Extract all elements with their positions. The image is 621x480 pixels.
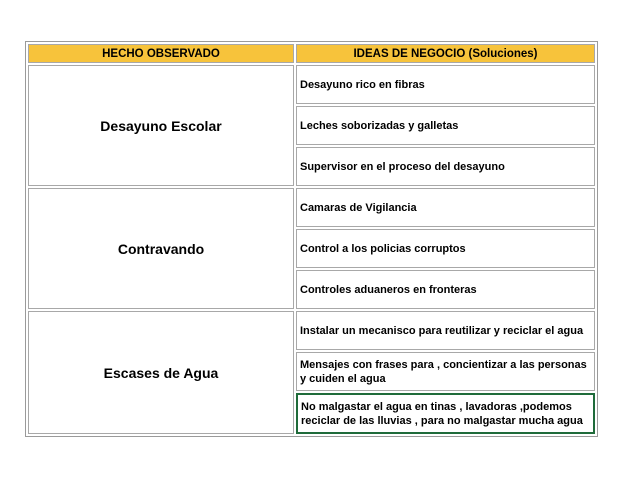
business-ideas-table [25,41,598,437]
fact-escases-de-agua: Escases de Agua [28,311,294,434]
fact-contravando: Contravando [28,188,294,309]
idea-cell-selected[interactable]: No malgastar el agua en tinas , lavadoras ,podemos reciclar de las lluvias , para no malgastar mucha agua [296,393,595,434]
idea-cell: Control a los policias corruptos [296,229,595,268]
idea-cell: Controles aduaneros en fronteras [296,270,595,309]
idea-cell: Desayuno rico en fibras [296,65,595,104]
header-hecho-observado: HECHO OBSERVADO [28,44,294,63]
idea-cell: Instalar un mecanisco para reutilizar y reciclar el agua [296,311,595,350]
idea-cell: Mensajes con frases para , concientizar a las personas y cuiden el agua [296,352,595,391]
table-row [28,311,595,350]
table-row [28,188,595,227]
header-row [28,44,595,63]
table-row [28,65,595,104]
fact-desayuno-escolar: Desayuno Escolar [28,65,294,186]
idea-cell: Supervisor en el proceso del desayuno [296,147,595,186]
idea-cell: Camaras de Vigilancia [296,188,595,227]
idea-cell: Leches soborizadas y galletas [296,106,595,145]
header-ideas-de-negocio: IDEAS DE NEGOCIO (Soluciones) [296,44,595,63]
